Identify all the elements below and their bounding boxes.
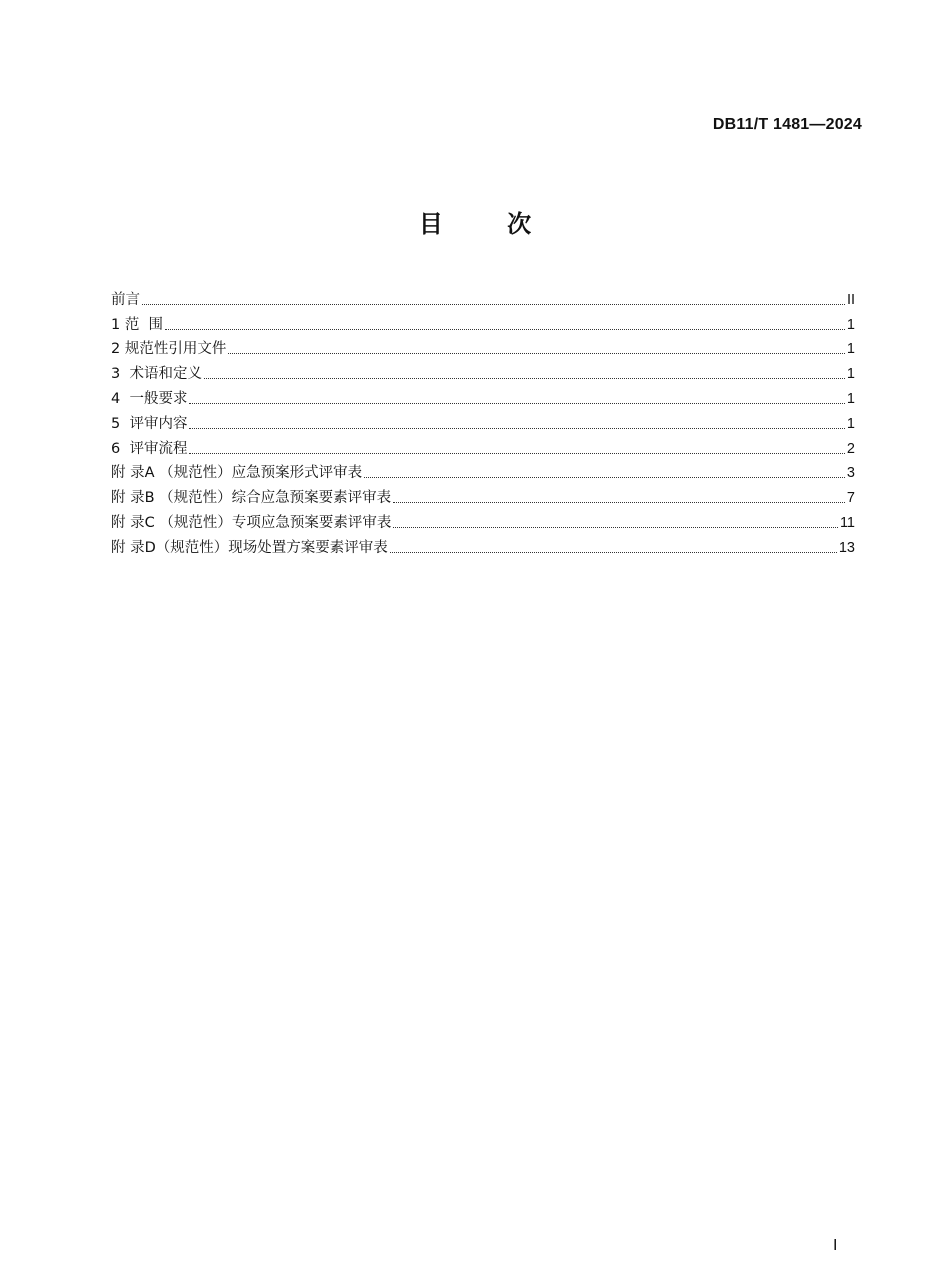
toc-entry-normative-references[interactable]	[111, 334, 855, 359]
toc-entry-page: 1	[846, 415, 855, 432]
toc-entry-general-requirements[interactable]	[111, 383, 855, 408]
toc-leader-dots	[228, 353, 845, 354]
page-number: I	[833, 1237, 838, 1254]
toc-entry-review-process[interactable]	[111, 433, 855, 458]
toc-leader-dots	[204, 378, 845, 379]
toc-entry-label: 1 范 围	[111, 316, 164, 333]
toc-entry-page: 1	[846, 316, 855, 333]
toc-entry-appendix-b[interactable]	[111, 482, 855, 507]
toc-entry-appendix-d[interactable]	[111, 532, 855, 557]
toc-entry-label: 6 评审流程	[111, 440, 188, 457]
toc-entry-label: 3 术语和定义	[111, 366, 202, 383]
toc-entry-page: 7	[846, 490, 855, 507]
toc-entry-page: 1	[846, 366, 855, 383]
toc-entry-label: 4 一般要求	[111, 390, 188, 407]
toc-entry-label: 5 评审内容	[111, 415, 188, 432]
toc-entry-label: 附 录A （规范性）应急预案形式评审表	[111, 465, 363, 482]
toc-list	[111, 284, 855, 557]
toc-leader-dots	[364, 477, 845, 478]
toc-entry-review-content[interactable]	[111, 408, 855, 433]
toc-entry-page: 13	[838, 539, 855, 556]
toc-entry-page: 11	[839, 514, 855, 531]
toc-leader-dots	[189, 453, 844, 454]
toc-entry-label: 附 录D（规范性）现场处置方案要素评审表	[111, 539, 388, 556]
toc-leader-dots	[393, 527, 838, 528]
toc-entry-appendix-c[interactable]	[111, 507, 855, 532]
toc-entry-terms[interactable]	[111, 358, 855, 383]
toc-entry-label: 附 录B （规范性）综合应急预案要素评审表	[111, 490, 392, 507]
toc-leader-dots	[189, 403, 844, 404]
toc-entry-page: II	[846, 291, 855, 308]
toc-leader-dots	[393, 502, 845, 503]
toc-leader-dots	[189, 428, 844, 429]
standard-code: DB11/T 1481—2024	[712, 116, 862, 133]
toc-entry-label: 附 录C （规范性）专项应急预案要素评审表	[111, 514, 392, 531]
toc-entry-page: 1	[846, 390, 855, 407]
toc-leader-dots	[142, 304, 845, 305]
toc-title: 目 次	[418, 210, 560, 238]
toc-entry-label: 前言	[111, 291, 140, 308]
toc-entry-foreword[interactable]	[111, 284, 855, 309]
toc-entry-scope[interactable]	[111, 309, 855, 334]
toc-leader-dots	[165, 329, 845, 330]
toc-leader-dots	[390, 552, 837, 553]
toc-entry-page: 2	[846, 440, 855, 457]
toc-entry-page: 1	[846, 341, 855, 358]
toc-entry-page: 3	[846, 465, 855, 482]
toc-entry-appendix-a[interactable]	[111, 458, 855, 483]
toc-entry-label: 2 规范性引用文件	[111, 341, 227, 358]
